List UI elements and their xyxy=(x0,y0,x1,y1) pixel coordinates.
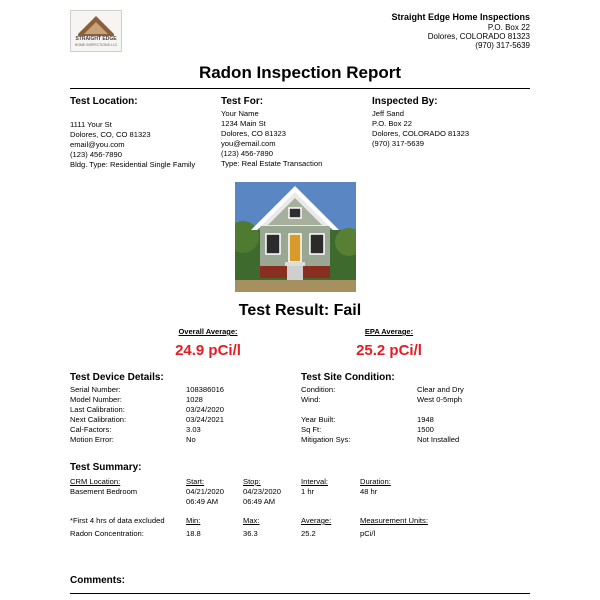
device-value: 03/24/2020 xyxy=(186,405,225,414)
test-location-line: Dolores, CO, CO 81323 xyxy=(70,130,151,139)
site-label: Mitigation Sys: xyxy=(301,435,351,444)
inspected-by-heading: Inspected By: xyxy=(372,96,438,107)
test-location-line: email@you.com xyxy=(70,140,125,149)
company-address1: P.O. Box 22 xyxy=(487,23,530,32)
crm-location-value: Basement Bedroom xyxy=(70,487,138,496)
interval-value: 1 hr xyxy=(301,487,315,496)
company-phone: (970) 317-5639 xyxy=(475,41,530,50)
units-value: pCi/l xyxy=(360,529,376,538)
device-value: 108386016 xyxy=(186,385,225,394)
device-value: 03/24/2021 xyxy=(186,415,225,424)
average-value: 25.2 xyxy=(301,529,316,538)
company-name: Straight Edge Home Inspections xyxy=(391,12,530,22)
crm-location-header: CRM Location: xyxy=(70,477,121,486)
device-heading: Test Device Details: xyxy=(70,372,164,383)
site-heading: Test Site Condition: xyxy=(301,372,395,383)
test-location-line: 1111 Your St xyxy=(70,120,112,129)
company-address2: Dolores, COLORADO 81323 xyxy=(427,32,530,41)
test-for-line: (123) 456-7890 xyxy=(221,149,273,158)
test-for-heading: Test For: xyxy=(221,96,264,107)
site-labels-top xyxy=(301,385,335,405)
test-for-details xyxy=(221,109,322,169)
device-labels xyxy=(70,385,126,445)
device-value: 3.03 xyxy=(186,425,201,434)
test-location-line: (123) 456-7890 xyxy=(70,150,122,159)
inspected-by-line: P.O. Box 22 xyxy=(372,119,412,128)
site-value: Clear and Dry xyxy=(417,385,464,394)
radon-concentration-label: Radon Concentration: xyxy=(70,529,144,538)
summary-heading: Test Summary: xyxy=(70,462,142,473)
overall-average-value: 24.9 pCi/l xyxy=(175,342,241,359)
duration-value: 48 hr xyxy=(360,487,378,496)
test-for-line: Your Name xyxy=(221,109,259,118)
site-value: Not Installed xyxy=(417,435,460,444)
site-label: Sq Ft: xyxy=(301,425,322,434)
max-value: 36.3 xyxy=(243,529,258,538)
device-label: Last Calibration: xyxy=(70,405,125,414)
data-note: *First 4 hrs of data excluded xyxy=(70,516,165,525)
test-location-line: Bldg. Type: Residential Single Family xyxy=(70,160,196,169)
device-label: Serial Number: xyxy=(70,385,121,394)
site-label: Wind: xyxy=(301,395,321,404)
start-value xyxy=(186,487,224,507)
interval-header: Interval: xyxy=(301,477,329,486)
stop-header: Stop: xyxy=(243,477,261,486)
max-header: Max: xyxy=(243,516,260,525)
min-header: Min: xyxy=(186,516,201,525)
stop-value xyxy=(243,487,281,507)
test-for-line: Dolores, CO 81323 xyxy=(221,129,287,138)
site-label: Condition: xyxy=(301,385,336,394)
epa-average-label: EPA Average: xyxy=(364,327,414,336)
site-values-bottom xyxy=(417,415,459,445)
device-value: 1028 xyxy=(186,395,203,404)
start-date: 04/21/2020 xyxy=(186,487,225,496)
site-value: West 0-5mph xyxy=(417,395,463,404)
device-label: Motion Error: xyxy=(70,435,114,444)
start-header: Start: xyxy=(186,477,205,486)
site-labels-bottom xyxy=(301,415,350,445)
site-label: Year Built: xyxy=(301,415,336,424)
device-label: Cal-Factors: xyxy=(70,425,112,434)
device-label: Next Calibration: xyxy=(70,415,127,424)
logo-subtext: HOME INSPECTIONS LLC xyxy=(74,43,118,47)
house-photo xyxy=(235,182,356,292)
site-values-top xyxy=(417,385,464,405)
min-value: 18.8 xyxy=(186,529,201,538)
comments-divider xyxy=(70,593,530,594)
test-for-line: Type: Real Estate Transaction xyxy=(221,159,323,168)
test-for-line: you@email.com xyxy=(221,139,276,148)
test-location-heading: Test Location: xyxy=(70,96,138,107)
inspected-by-details xyxy=(372,109,469,149)
test-location-details xyxy=(70,120,195,170)
duration-header: Duration: xyxy=(360,477,391,486)
device-value: No xyxy=(186,435,196,444)
inspected-by-line: Dolores, COLORADO 81323 xyxy=(372,129,470,138)
company-logo xyxy=(70,10,122,52)
site-value: 1948 xyxy=(417,415,434,424)
house-illustration-icon xyxy=(235,182,356,292)
logo-text: STRAIGHT EDGE xyxy=(75,36,117,42)
stop-date: 04/23/2020 xyxy=(243,487,282,496)
inspected-by-line: Jeff Sand xyxy=(372,109,404,118)
house-logo-icon xyxy=(71,11,121,37)
stop-time: 06:49 AM xyxy=(243,497,276,506)
device-values xyxy=(186,385,224,445)
comments-heading: Comments: xyxy=(70,575,126,586)
average-header: Average: xyxy=(301,516,332,525)
site-value: 1500 xyxy=(417,425,434,434)
units-header: Measurement Units: xyxy=(360,516,428,525)
epa-average-value: 25.2 pCi/l xyxy=(356,342,422,359)
test-result: Test Result: Fail xyxy=(238,302,362,319)
inspected-by-line: (970) 317-5639 xyxy=(372,139,424,148)
title-divider xyxy=(70,88,530,89)
overall-average-label: Overall Average: xyxy=(178,327,238,336)
report-title: Radon Inspection Report xyxy=(198,63,402,82)
start-time: 06:49 AM xyxy=(186,497,219,506)
device-label: Model Number: xyxy=(70,395,122,404)
test-for-line: 1234 Main St xyxy=(221,119,266,128)
